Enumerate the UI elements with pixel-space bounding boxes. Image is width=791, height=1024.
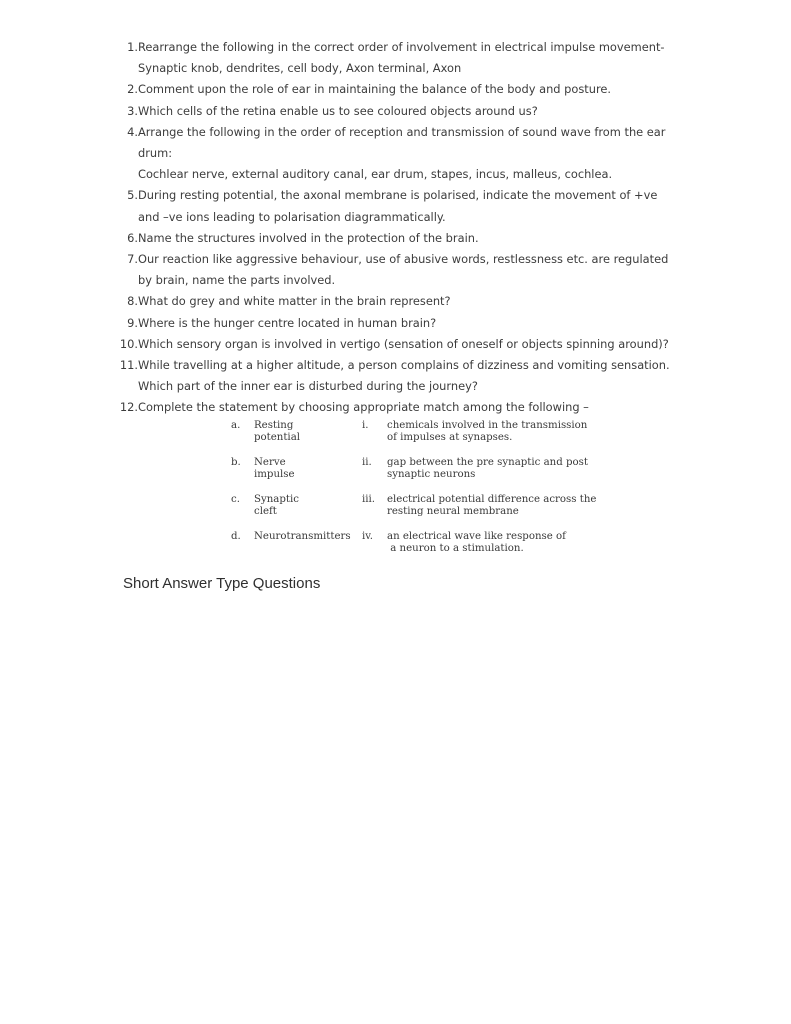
question-number: 9. [127, 315, 138, 330]
match-roman: iv. [362, 531, 374, 542]
question-line: Rearrange the following in the correct order of involvement in electrical impulse movement- [138, 40, 665, 54]
question-number: 6. [127, 230, 138, 245]
match-description-line: an electrical wave like response of [387, 531, 566, 542]
question-line: Which cells of the retina enable us to see coloured objects around us? [138, 103, 538, 118]
question-line: Which part of the inner ear is disturbed during the journey? [138, 379, 478, 394]
match-description-line: gap between the pre synaptic and post [387, 457, 588, 468]
question-line: drum: [138, 146, 173, 161]
question-text [138, 355, 680, 397]
question-item [110, 397, 680, 418]
question-line: by brain, name the parts involved. [138, 273, 336, 288]
match-letter: b. [231, 457, 241, 468]
question-number: 12. [119, 400, 138, 415]
question-line: Synaptic knob, dendrites, cell body, Axon terminal, Axon [138, 61, 462, 76]
question-item [110, 79, 680, 100]
question-item [110, 334, 680, 355]
question-item [110, 37, 680, 79]
match-roman: ii. [362, 457, 372, 468]
match-term: Resting potential [254, 420, 301, 443]
question-line: Where is the hunger centre located in human brain? [138, 315, 437, 330]
question-item [110, 249, 680, 291]
match-letter: d. [231, 531, 241, 542]
question-text [138, 37, 680, 79]
question-item [110, 291, 680, 312]
question-line: Complete the statement by choosing appropriate match among the following – [138, 400, 589, 415]
question-line: Name the structures involved in the protection of the brain. [138, 230, 479, 245]
match-roman: iii. [362, 494, 376, 505]
match-term: Synaptic cleft [254, 494, 299, 517]
question-text [138, 334, 680, 355]
question-text [138, 291, 680, 312]
match-roman: i. [362, 420, 369, 431]
question-line: While travelling at a higher altitude, a person complains of dizziness and vomiting sensation. [138, 358, 670, 373]
question-number: 3. [127, 103, 138, 118]
question-item [110, 101, 680, 122]
question-number: 10. [119, 336, 138, 351]
match-description-line: a neuron to a stimulation. [387, 543, 524, 554]
question-text [138, 397, 680, 418]
match-description-line: chemicals involved in the transmission [387, 420, 588, 431]
question-text [138, 249, 680, 291]
match-description-line: of impulses at synapses. [387, 432, 513, 443]
match-letter: c. [231, 494, 240, 505]
match-letter: a. [231, 420, 241, 431]
question-item [110, 122, 680, 186]
question-line: Cochlear nerve, external auditory canal, ear drum, stapes, incus, malleus, cochlea. [138, 167, 613, 182]
match-description [387, 531, 597, 555]
match-description [387, 494, 597, 518]
match-term: Neurotransmitters [254, 531, 351, 542]
question-number: 7. [127, 252, 138, 267]
question-item [110, 313, 680, 334]
match-description-line: resting neural membrane [387, 506, 519, 517]
question-text [138, 313, 680, 334]
question-item [110, 355, 680, 397]
question-text [138, 101, 680, 122]
question-line: and –ve ions leading to polarisation diagrammatically. [138, 209, 446, 224]
question-number: 11. [119, 358, 138, 373]
question-line: Comment upon the role of ear in maintaining the balance of the body and posture. [138, 82, 612, 97]
match-description-line: electrical potential difference across the [387, 494, 597, 505]
question-number: 1. [127, 40, 138, 54]
match-description-line: synaptic neurons [387, 469, 476, 480]
section-title: Short Answer Type Questions [123, 575, 321, 592]
match-description [387, 420, 597, 444]
question-line: During resting potential, the axonal membrane is polarised, indicate the movement of +ve [138, 188, 658, 203]
question-number: 4. [127, 124, 138, 139]
question-line: Arrange the following in the order of reception and transmission of sound wave from the ear [138, 124, 666, 139]
match-description [387, 457, 597, 481]
question-text [138, 122, 680, 186]
question-line: Which sensory organ is involved in vertigo (sensation of oneself or objects spinning around)? [138, 336, 669, 351]
question-line: Our reaction like aggressive behaviour, use of abusive words, restlessness etc. are regulated [138, 252, 669, 267]
question-line: What do grey and white matter in the brain represent? [138, 294, 451, 309]
match-term: Nerve impulse [254, 457, 295, 480]
question-list [110, 37, 680, 419]
question-text [138, 79, 680, 100]
question-number: 5. [127, 188, 138, 203]
question-number: 8. [127, 294, 138, 309]
question-item [110, 185, 680, 227]
question-number: 2. [127, 82, 138, 97]
question-text [138, 185, 680, 227]
question-text [138, 228, 680, 249]
question-item [110, 228, 680, 249]
